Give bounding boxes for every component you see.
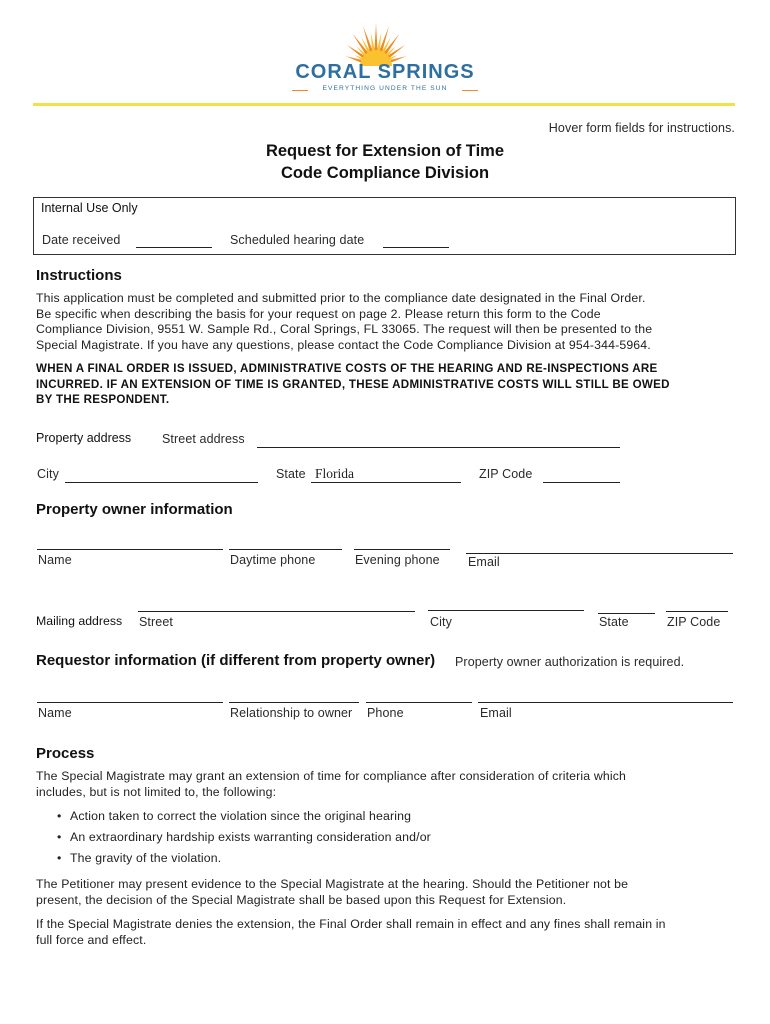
owner-daytime-phone-field[interactable] bbox=[229, 549, 342, 550]
owner-name-field[interactable] bbox=[37, 549, 223, 550]
street-address-field[interactable] bbox=[257, 447, 620, 448]
process-intro bbox=[36, 769, 746, 800]
state-field-value: Florida bbox=[315, 466, 354, 481]
header-rule bbox=[33, 103, 735, 106]
mailing-state-field[interactable] bbox=[598, 613, 655, 614]
bullet-text: An extraordinary hardship exists warranting consideration and/or bbox=[70, 830, 431, 844]
date-received-field[interactable] bbox=[136, 247, 212, 248]
requestor-email-field[interactable] bbox=[478, 702, 733, 703]
warning-line: WHEN A FINAL ORDER IS ISSUED, ADMINISTRATIVE COSTS OF THE HEARING AND RE-INSPECTIONS ARE bbox=[36, 362, 658, 375]
requestor-relationship-label: Relationship to owner bbox=[230, 706, 353, 720]
mailing-street-label: Street bbox=[139, 615, 173, 629]
page-title bbox=[0, 140, 770, 184]
street-address-label: Street address bbox=[162, 432, 245, 446]
owner-name-label: Name bbox=[38, 553, 72, 567]
logo-name: CORAL SPRINGS bbox=[295, 61, 475, 83]
owner-heading: Property owner information bbox=[36, 501, 233, 518]
process-bullets bbox=[57, 806, 737, 869]
coral-springs-logo bbox=[270, 18, 500, 98]
city-field[interactable] bbox=[65, 482, 258, 483]
title-line-1: Request for Extension of Time bbox=[265, 142, 505, 160]
state-label: State bbox=[276, 467, 306, 481]
property-address-label: Property address bbox=[36, 431, 132, 445]
date-received-label: Date received bbox=[42, 233, 121, 247]
bullet-item bbox=[57, 848, 737, 869]
mailing-address-label: Mailing address bbox=[36, 614, 123, 628]
mailing-city-label: City bbox=[430, 615, 452, 629]
instructions-text bbox=[36, 291, 746, 353]
title-line-2: Code Compliance Division bbox=[280, 164, 490, 182]
bullet-icon: • bbox=[57, 830, 62, 844]
bullet-text: Action taken to correct the violation since the original hearing bbox=[70, 809, 412, 823]
mailing-street-field[interactable] bbox=[138, 611, 415, 612]
zip-label: ZIP Code bbox=[479, 467, 533, 481]
zip-field[interactable] bbox=[543, 482, 620, 483]
bullet-icon: • bbox=[57, 851, 62, 865]
requestor-relationship-field[interactable] bbox=[229, 702, 359, 703]
bullet-item bbox=[57, 806, 737, 827]
process-para-line: full force and effect. bbox=[36, 932, 147, 947]
logo-tagline: EVERYTHING UNDER THE SUN bbox=[322, 85, 448, 92]
requestor-phone-field[interactable] bbox=[366, 702, 472, 703]
process-heading: Process bbox=[36, 745, 95, 762]
scheduled-hearing-label: Scheduled hearing date bbox=[230, 233, 365, 247]
mailing-zip-field[interactable] bbox=[666, 611, 728, 612]
internal-use-heading: Internal Use Only bbox=[41, 201, 138, 215]
process-para-line: present, the decision of the Special Magistrate shall be based upon this Request for Extension. bbox=[36, 892, 567, 907]
scheduled-hearing-field[interactable] bbox=[383, 247, 449, 248]
bullet-item bbox=[57, 827, 737, 848]
requestor-note: Property owner authorization is required. bbox=[455, 655, 685, 669]
requestor-email-label: Email bbox=[480, 706, 512, 720]
owner-email-field[interactable] bbox=[466, 553, 733, 554]
requestor-name-field[interactable] bbox=[37, 702, 223, 703]
internal-use-box bbox=[33, 197, 736, 255]
logo-tagline-row bbox=[292, 85, 478, 95]
owner-email-label: Email bbox=[468, 555, 500, 569]
requestor-name-label: Name bbox=[38, 706, 72, 720]
instructions-heading: Instructions bbox=[36, 267, 122, 284]
process-para-3 bbox=[36, 917, 756, 948]
mailing-state-label: State bbox=[599, 615, 629, 629]
owner-evening-phone-label: Evening phone bbox=[355, 553, 440, 567]
mailing-city-field[interactable] bbox=[428, 610, 584, 611]
process-para-line: The Petitioner may present evidence to the Special Magistrate at the hearing. Should the Petitioner not be bbox=[36, 877, 629, 891]
warning-line: BY THE RESPONDENT. bbox=[36, 393, 170, 406]
instructions-line: This application must be completed and submitted prior to the compliance date designated in the Final Order. bbox=[36, 291, 646, 305]
process-intro-line: The Special Magistrate may grant an extension of time for compliance after consideration of criteria which bbox=[36, 769, 627, 783]
hover-hint: Hover form fields for instructions. bbox=[548, 121, 735, 135]
owner-evening-phone-field[interactable] bbox=[354, 549, 450, 550]
requestor-phone-label: Phone bbox=[367, 706, 404, 720]
instructions-line: Special Magistrate. If you have any questions, please contact the Code Compliance Division at 954-344-5964. bbox=[36, 337, 651, 352]
process-para-2 bbox=[36, 877, 746, 908]
mailing-zip-label: ZIP Code bbox=[667, 615, 721, 629]
bullet-icon: • bbox=[57, 809, 62, 823]
bullet-text: The gravity of the violation. bbox=[70, 851, 222, 865]
cost-warning bbox=[36, 361, 746, 408]
process-para-line: If the Special Magistrate denies the extension, the Final Order shall remain in effect and any fines shall remain in bbox=[36, 917, 666, 931]
city-label: City bbox=[37, 467, 59, 481]
process-intro-line: includes, but is not limited to, the following: bbox=[36, 784, 277, 799]
owner-daytime-phone-label: Daytime phone bbox=[230, 553, 316, 567]
requestor-heading: Requestor information (if different from property owner) bbox=[36, 652, 436, 669]
instructions-line: Compliance Division, 9551 W. Sample Rd., Coral Springs, FL 33065. The request will then be presented to the bbox=[36, 322, 653, 336]
state-field[interactable] bbox=[311, 482, 461, 483]
instructions-line: Be specific when describing the basis for your request on page 2. Please return this form to the Code bbox=[36, 306, 601, 321]
warning-line: INCURRED. IF AN EXTENSION OF TIME IS GRANTED, THESE ADMINISTRATIVE COSTS WILL STILL BE OWED bbox=[36, 377, 670, 391]
